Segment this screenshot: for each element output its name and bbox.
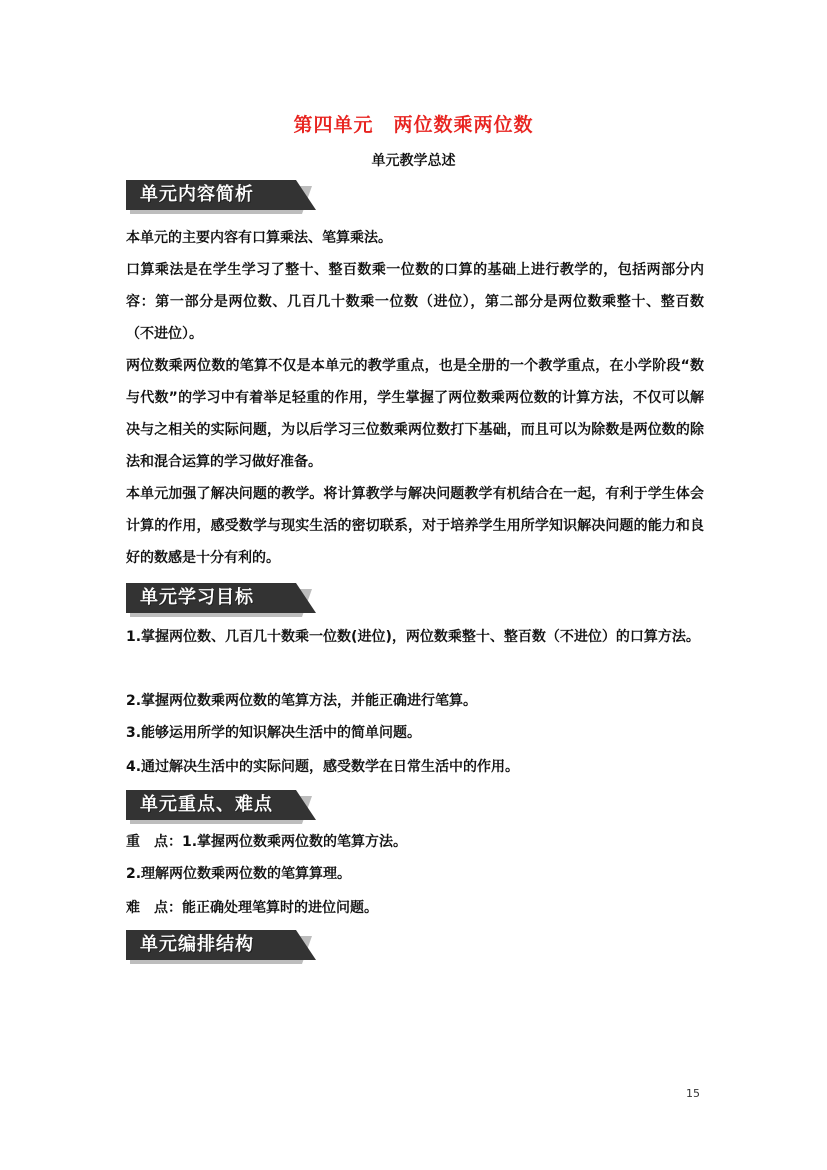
page-number: 15 — [686, 1087, 700, 1100]
paragraph: 重 点：1.掌握两位数乘两位数的笔算方法。 — [126, 834, 408, 850]
section-heading: 单元内容简析 — [140, 184, 254, 205]
section-heading: 单元编排结构 — [140, 934, 254, 955]
section-banner-learning-goals — [126, 583, 316, 617]
paragraph: 1.掌握两位数、几百几十数乘一位数(进位)，两位数乘整十、整百数（不进位）的口算方法。 — [126, 629, 700, 645]
page-subtitle: 单元教学总述 — [371, 153, 456, 169]
paragraph: 3.能够运用所学的知识解决生活中的简单问题。 — [126, 725, 422, 741]
section-heading: 单元学习目标 — [140, 587, 254, 608]
paragraph: 本单元的主要内容有口算乘法、笔算乘法。 — [126, 230, 392, 246]
section-banner-key-points — [126, 790, 316, 824]
section-heading: 单元重点、难点 — [140, 794, 273, 815]
paragraph: 本单元加强了解决问题的教学。将计算教学与解决问题教学有机结合在一起，有利于学生体会计算的作用，感受数学与现实生活的密切联系，对于培养学生用所学知识解决问题的能力和良好的数感是十分有利的。 — [126, 486, 704, 566]
paragraph: 口算乘法是在学生学习了整十、整百数乘一位数的口算的基础上进行教学的，包括两部分内容：第一部分是两位数、几百几十数乘一位数（进位），第二部分是两位数乘整十、整百数（不进位）。 — [126, 262, 704, 342]
section-banner-structure — [126, 930, 316, 964]
paragraph: 2.理解两位数乘两位数的笔算算理。 — [126, 866, 352, 882]
page-title: 第四单元 两位数乘两位数 — [293, 114, 534, 136]
paragraph: 难 点：能正确处理笔算时的进位问题。 — [126, 900, 378, 916]
section-banner-content-analysis — [126, 180, 316, 214]
paragraph: 4.通过解决生活中的实际问题，感受数学在日常生活中的作用。 — [126, 759, 520, 775]
paragraph: 2.掌握两位数乘两位数的笔算方法，并能正确进行笔算。 — [126, 693, 478, 709]
paragraph: 两位数乘两位数的笔算不仅是本单元的教学重点，也是全册的一个教学重点，在小学阶段“数与代数”的学习中有着举足轻重的作用，学生掌握了两位数乘两位数的计算方法，不仅可以解决与之相关的实际问题，为以后学习三位数乘两位数打下基础，而且可以为除数是两位数的除法和混合运算的学习做好准备。 — [126, 358, 704, 470]
